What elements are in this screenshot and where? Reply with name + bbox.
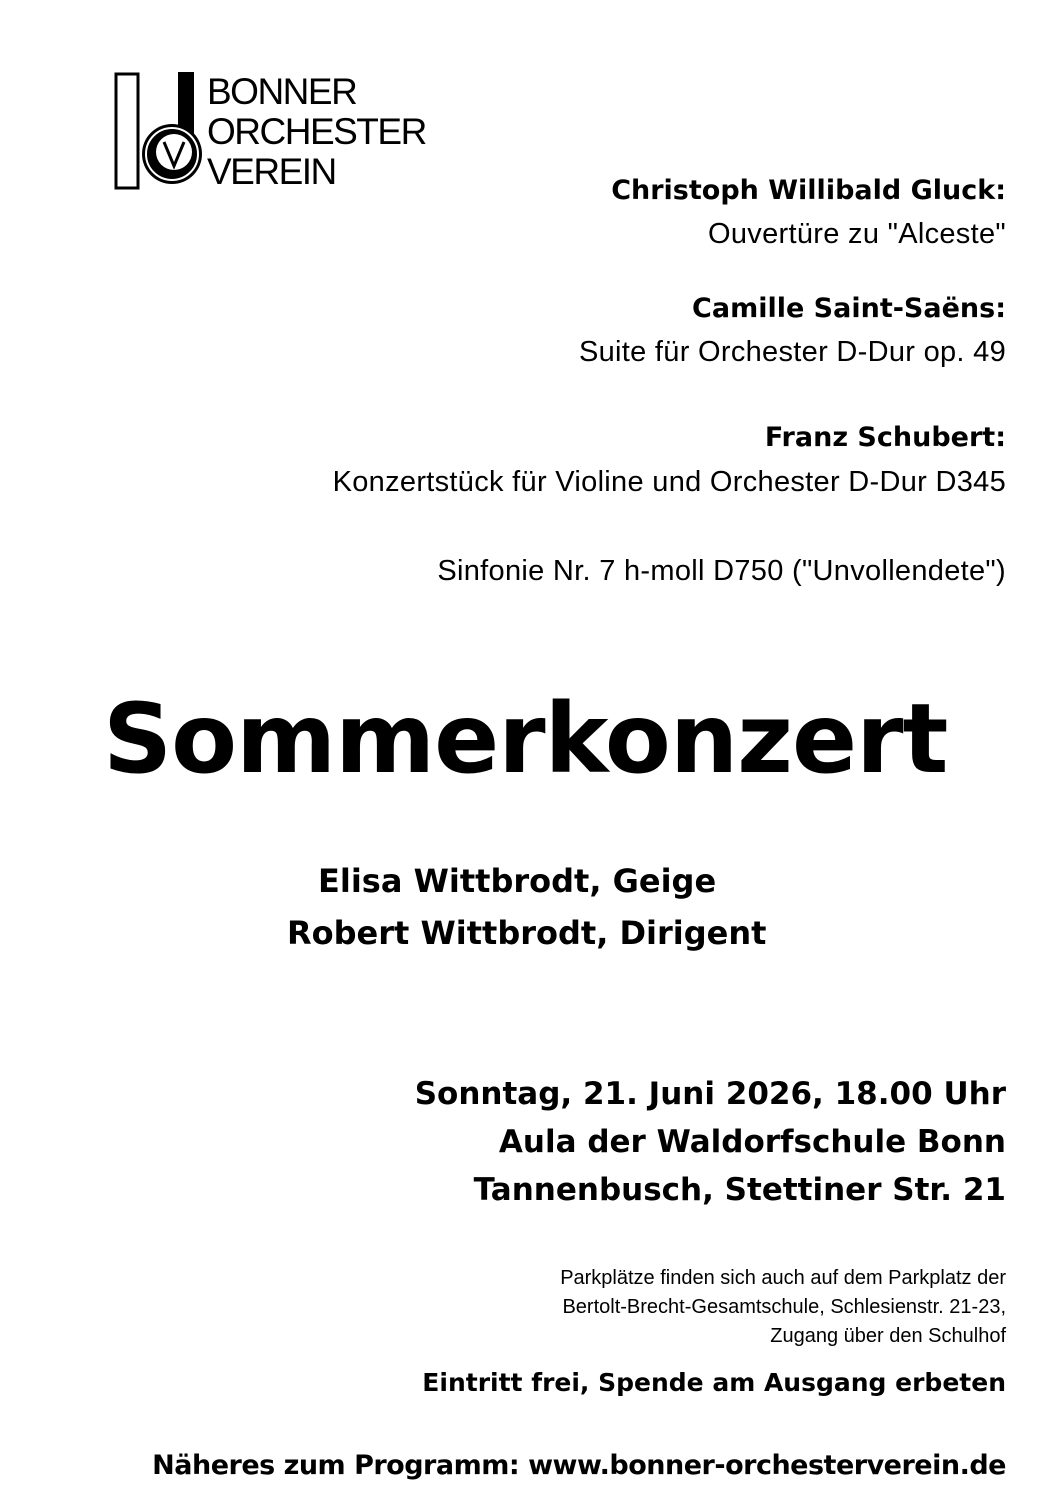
parking-line-1: Parkplätze finden sich auch auf dem Parkplatz der: [560, 1267, 1006, 1289]
admission-note: Eintritt frei, Spende am Ausgang erbeten: [422, 1368, 1006, 1397]
event-datetime: Sonntag, 21. Juni 2026, 18.00 Uhr: [414, 1076, 1006, 1112]
logo-line-2: ORCHESTER: [207, 111, 426, 152]
work-alceste: Ouvertüre zu "Alceste": [708, 218, 1006, 250]
performer-soloist: Elisa Wittbrodt, Geige: [318, 862, 717, 900]
work-sinfonie: Sinfonie Nr. 7 h-moll D750 ("Unvollendete"): [437, 555, 1006, 587]
work-suite: Suite für Orchester D-Dur op. 49: [578, 336, 1006, 368]
parking-line-2: Bertolt-Brecht-Gesamtschule, Schlesienstr. 21-23,: [562, 1296, 1006, 1318]
footer-label: Näheres zum Programm:: [152, 1450, 520, 1481]
event-venue: Aula der Waldorfschule Bonn: [498, 1124, 1006, 1160]
organization-logo: [112, 72, 462, 192]
work-konzertstueck: Konzertstück für Violine und Orchester D-Dur D345: [332, 466, 1006, 498]
bov-monogram-icon: [112, 72, 207, 192]
logo-line-3: VEREIN: [207, 151, 336, 192]
footer-info: [152, 1450, 1006, 1481]
parking-info: [560, 1264, 1006, 1351]
composer-gluck: Christoph Willibald Gluck:: [611, 175, 1006, 206]
website-link[interactable]: www.bonner-orchesterverein.de: [528, 1450, 1006, 1481]
event-address: Tannenbusch, Stettiner Str. 21: [473, 1172, 1006, 1208]
composer-saint-saens: Camille Saint-Saëns:: [692, 293, 1006, 324]
parking-line-3: Zugang über den Schulhof: [770, 1325, 1006, 1347]
page-title: Sommerkonzert: [103, 683, 948, 795]
logo-text: [207, 72, 426, 192]
performer-conductor: Robert Wittbrodt, Dirigent: [287, 914, 767, 952]
composer-schubert: Franz Schubert:: [764, 422, 1006, 453]
logo-line-1: BONNER: [207, 71, 357, 112]
